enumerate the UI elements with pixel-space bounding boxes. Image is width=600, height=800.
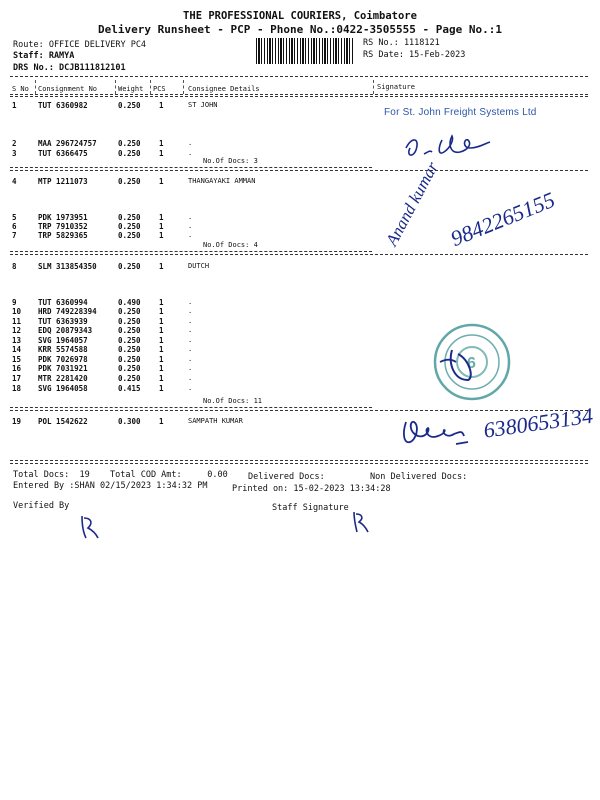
row-pcs: 1 (159, 384, 164, 393)
row-consignee: DUTCH (188, 262, 210, 270)
col-weight: Weight (118, 85, 144, 93)
row-consignee: . (188, 317, 193, 325)
group-divider (10, 410, 588, 411)
row-pcs: 1 (159, 326, 164, 335)
group-divider (10, 167, 372, 168)
header-divider (10, 94, 588, 95)
row-consignment-no: TUT 6360994 (38, 298, 88, 307)
row-weight: 0.250 (118, 355, 141, 364)
row-pcs: 1 (159, 417, 164, 426)
row-weight: 0.250 (118, 101, 141, 110)
row-consignment-no: EDQ 20879343 (38, 326, 93, 335)
row-consignee: . (188, 345, 193, 353)
staff-label: Staff: RAMYA (13, 51, 75, 61)
row-pcs: 1 (159, 317, 164, 326)
svg-text:6: 6 (467, 355, 476, 372)
row-consignee: ST JOHN (188, 101, 218, 109)
delivered-docs: Delivered Docs: (248, 472, 325, 482)
row-consignment-no: TUT 6366475 (38, 149, 88, 158)
row-weight: 0.250 (118, 326, 141, 335)
row-consignment-no: PDK 1973951 (38, 213, 88, 222)
row-weight: 0.250 (118, 222, 141, 231)
col-separator (35, 80, 36, 94)
row-weight: 0.250 (118, 231, 141, 240)
barcode (256, 38, 354, 64)
handwritten-phone: 9842265155 (447, 186, 559, 252)
row-consignee: THANGAYAKI AMMAN (188, 177, 256, 185)
row-consignment-no: HRD 749228394 (38, 307, 97, 316)
row-serial-number: 1 (12, 101, 17, 110)
handwritten-phone: 6380653134 (482, 402, 595, 443)
col-consignment: Consignment No (38, 85, 98, 93)
row-consignee: . (188, 222, 193, 230)
row-consignment-no: KRR 5574588 (38, 345, 88, 354)
staff-signature-mark (350, 508, 374, 536)
row-consignee: . (188, 213, 193, 221)
row-weight: 0.250 (118, 345, 141, 354)
col-pcs: PCS (153, 85, 166, 93)
total-docs: Total Docs: 19 (13, 470, 90, 480)
printed-on: Printed on: 15-02-2023 13:34:28 (232, 484, 391, 494)
row-serial-number: 18 (12, 384, 22, 393)
row-pcs: 1 (159, 307, 164, 316)
row-serial-number: 19 (12, 417, 22, 426)
row-pcs: 1 (159, 101, 164, 110)
row-weight: 0.415 (118, 384, 141, 393)
route-label: Route: OFFICE DELIVERY PC4 (13, 40, 147, 50)
company-seal-stamp (430, 320, 514, 404)
row-serial-number: 11 (12, 317, 22, 326)
row-consignee: . (188, 326, 193, 334)
row-pcs: 1 (159, 231, 164, 240)
row-pcs: 1 (159, 374, 164, 383)
row-serial-number: 12 (12, 326, 22, 335)
rs-date: RS Date: 15-Feb-2023 (363, 50, 466, 60)
row-serial-number: 2 (12, 139, 17, 148)
row-pcs: 1 (159, 139, 164, 148)
row-consignee: . (188, 384, 193, 392)
row-weight: 0.250 (118, 139, 141, 148)
entered-by: Entered By :SHAN 02/15/2023 1:34:32 PM (13, 481, 208, 491)
company-title: THE PROFESSIONAL COURIERS, Coimbatore (183, 10, 417, 22)
row-serial-number: 10 (12, 307, 22, 316)
row-consignee: . (188, 364, 193, 372)
row-consignment-no: SVG 1964058 (38, 384, 88, 393)
row-serial-number: 6 (12, 222, 17, 231)
row-consignment-no: MAA 296724757 (38, 139, 97, 148)
group-doc-count: No.Of Docs: 3 (203, 157, 258, 165)
total-cod-amount: Total COD Amt: 0.00 (110, 470, 228, 480)
row-consignment-no: TUT 6363939 (38, 317, 88, 326)
row-pcs: 1 (159, 262, 164, 271)
row-consignee: . (188, 298, 193, 306)
row-consignment-no: TUT 6360982 (38, 101, 88, 110)
col-signature: Signature (377, 83, 415, 91)
row-consignment-no: PDK 7031921 (38, 364, 88, 373)
col-separator (373, 80, 374, 94)
row-pcs: 1 (159, 345, 164, 354)
row-consignee: . (188, 231, 193, 239)
row-consignment-no: MTP 1211073 (38, 177, 88, 186)
row-consignment-no: MTR 2281420 (38, 374, 88, 383)
row-consignee: . (188, 307, 193, 315)
row-consignee: SAMPATH KUMAR (188, 417, 243, 425)
row-serial-number: 15 (12, 355, 22, 364)
group-doc-count: No.Of Docs: 11 (203, 397, 263, 405)
row-consignment-no: SVG 1964057 (38, 336, 88, 345)
row-consignee: . (188, 139, 193, 147)
row-serial-number: 14 (12, 345, 22, 354)
col-sno: S No (12, 85, 29, 93)
row-serial-number: 16 (12, 364, 22, 373)
row-consignee: . (188, 336, 193, 344)
row-consignee: . (188, 355, 193, 363)
non-delivered-docs: Non Delivered Docs: (370, 472, 468, 482)
row-weight: 0.250 (118, 336, 141, 345)
row-consignment-no: SLM 313854350 (38, 262, 97, 271)
table-bottom-divider (10, 463, 588, 464)
row-weight: 0.250 (118, 177, 141, 186)
col-separator (115, 80, 116, 94)
row-consignment-no: PDK 7026978 (38, 355, 88, 364)
drs-number: DRS No.: DCJB111812101 (13, 63, 126, 73)
group-divider (10, 407, 372, 408)
handwritten-name: Anand kumar (382, 158, 443, 249)
row-serial-number: 5 (12, 213, 17, 222)
row-serial-number: 9 (12, 298, 17, 307)
row-consignee: . (188, 374, 193, 382)
row-pcs: 1 (159, 149, 164, 158)
row-consignment-no: TRP 5829365 (38, 231, 88, 240)
group-divider (10, 254, 588, 255)
rs-number: RS No.: 1118121 (363, 38, 440, 48)
row-weight: 0.300 (118, 417, 141, 426)
row-weight: 0.250 (118, 374, 141, 383)
row-consignee: . (188, 149, 193, 157)
row-weight: 0.250 (118, 213, 141, 222)
col-consignee: Consignee Details (188, 85, 260, 93)
staff-signature-label: Staff Signature (272, 503, 349, 513)
row-pcs: 1 (159, 177, 164, 186)
row-weight: 0.250 (118, 262, 141, 271)
row-weight: 0.250 (118, 149, 141, 158)
col-separator (150, 80, 151, 94)
group-doc-count: No.Of Docs: 4 (203, 241, 258, 249)
row-serial-number: 3 (12, 149, 17, 158)
verified-by-label: Verified By (13, 501, 70, 511)
col-separator (183, 80, 184, 94)
row-pcs: 1 (159, 222, 164, 231)
row-pcs: 1 (159, 364, 164, 373)
row-serial-number: 4 (12, 177, 17, 186)
header-divider (10, 96, 588, 97)
signature-st-john (398, 126, 498, 166)
group-divider (10, 251, 372, 252)
table-bottom-divider (10, 460, 588, 461)
row-serial-number: 17 (12, 374, 22, 383)
row-weight: 0.250 (118, 317, 141, 326)
divider (10, 76, 588, 77)
row-pcs: 1 (159, 336, 164, 345)
row-consignment-no: TRP 7910352 (38, 222, 88, 231)
group-divider (10, 170, 588, 171)
row-pcs: 1 (159, 213, 164, 222)
row-serial-number: 7 (12, 231, 17, 240)
signature-sampath (398, 412, 478, 452)
row-weight: 0.490 (118, 298, 141, 307)
row-weight: 0.250 (118, 364, 141, 373)
row-consignment-no: POL 1542622 (38, 417, 88, 426)
row-serial-number: 8 (12, 262, 17, 271)
row-pcs: 1 (159, 355, 164, 364)
verified-by-signature (78, 512, 102, 542)
row-pcs: 1 (159, 298, 164, 307)
row-serial-number: 13 (12, 336, 22, 345)
company-stamp: For St. John Freight Systems Ltd (384, 107, 537, 118)
row-weight: 0.250 (118, 307, 141, 316)
runsheet-subtitle: Delivery Runsheet - PCP - Phone No.:0422-3505555 - Page No.:1 (98, 23, 502, 36)
